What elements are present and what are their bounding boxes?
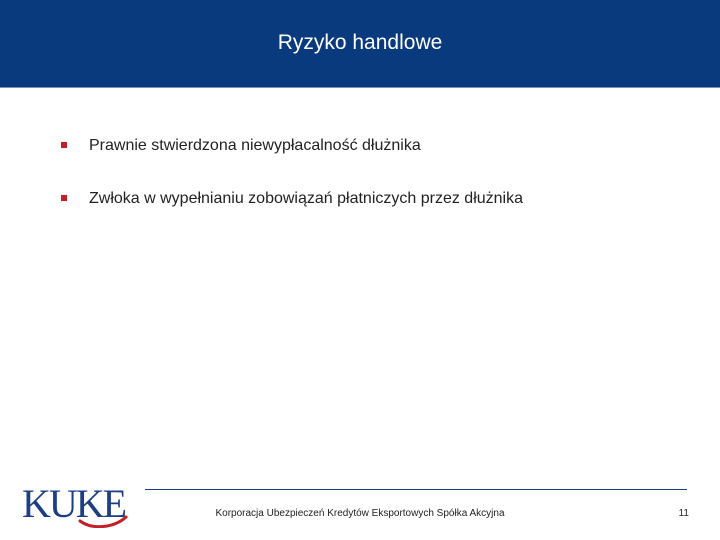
bullet-text: Prawnie stwierdzona niewypłacalność dłużnika xyxy=(89,137,421,154)
square-bullet-icon xyxy=(61,142,67,148)
footer-divider xyxy=(145,489,687,490)
slide-title: Ryzyko handlowe xyxy=(277,31,443,54)
square-bullet-icon xyxy=(61,195,67,201)
logo-swoosh-icon xyxy=(22,481,130,528)
bullet-text: Zwłoka w wypełnianiu zobowiązań płatniczych przez dłużnika xyxy=(89,190,523,207)
footer-company-name: Korporacja Ubezpieczeń Kredytów Eksportowych Spółka Akcyjna xyxy=(215,508,505,519)
kuke-logo xyxy=(22,481,130,528)
page-number: 11 xyxy=(678,508,689,519)
bullet-item xyxy=(58,187,698,211)
logo-wordmark: KUKE xyxy=(22,481,126,526)
bullet-item xyxy=(58,134,698,158)
